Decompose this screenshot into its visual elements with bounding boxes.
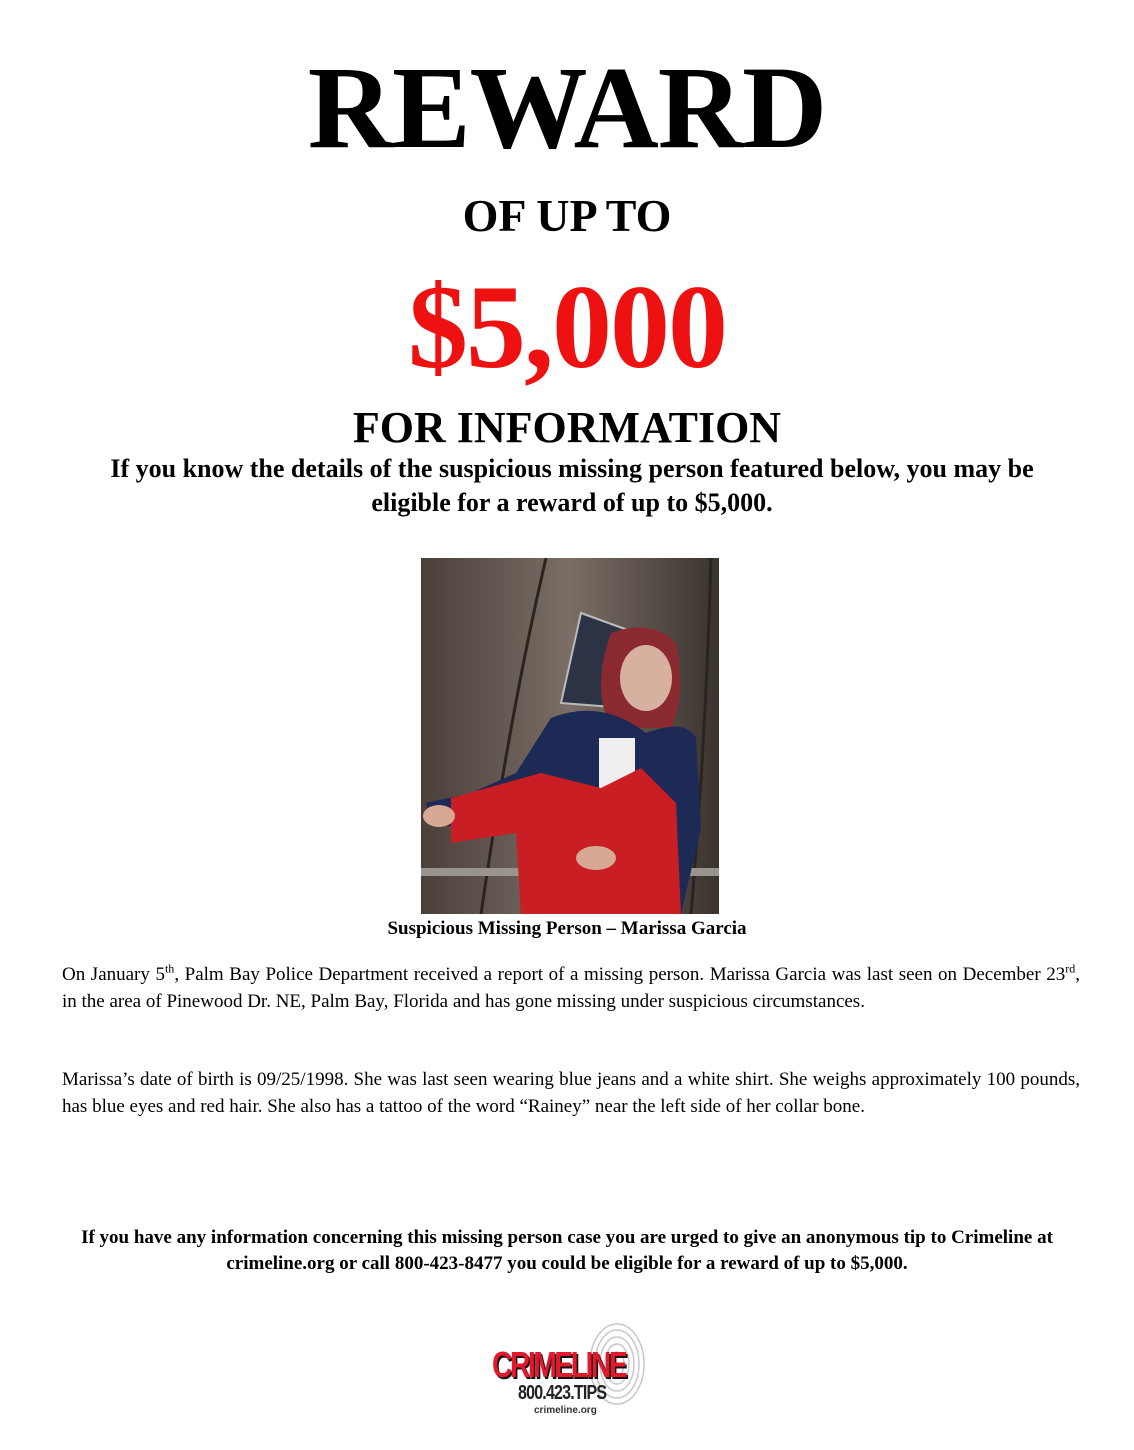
report-text-part: , in the area of Pinewood Dr. NE, Palm Bay, Florida and has gone missing under suspicious circumstances. [62,964,1080,1012]
report-paragraph [62,962,1080,1015]
for-information-text: FOR INFORMATION [352,403,782,452]
ordinal-suffix: rd [1065,961,1076,976]
intro-text: If you know the details of the suspicious missing person featured below, you may be eligible for a reward of up to $5,000. [110,454,1034,517]
of-up-to-text: OF UP TO [462,190,672,241]
logo-name: CRIMELINE [492,1344,626,1385]
ordinal-suffix: th [164,961,175,976]
report-text-part: On January 5 [62,964,165,985]
reward-amount: $5,000 [408,260,726,393]
tip-instructions: If you have any information concerning this missing person case you are urged to give an anonymous tip to Crimeline at crimeline.org or call 800-423-8477 you could be eligible for a reward of up to $5,000. [81,1227,1053,1274]
logo-phone: 800.423.TIPS [518,1382,607,1404]
reward-headline: REWARD [307,42,827,173]
photo-caption: Suspicious Missing Person – Marissa Garcia [387,918,747,939]
missing-person-photo [421,558,719,914]
crimeline-logo [488,1322,648,1422]
logo-site: crimeline.org [534,1405,597,1416]
description-paragraph: Marissa’s date of birth is 09/25/1998. She was last seen wearing blue jeans and a white shirt. She weighs approximately 100 pounds, has blue eyes and red hair. She also has a tattoo of the word “Rainey” near the left side of her collar bone. [62,1069,1080,1117]
report-text-part: , Palm Bay Police Department received a report of a missing person. Marissa Garcia was last seen on December 23 [174,964,1066,985]
